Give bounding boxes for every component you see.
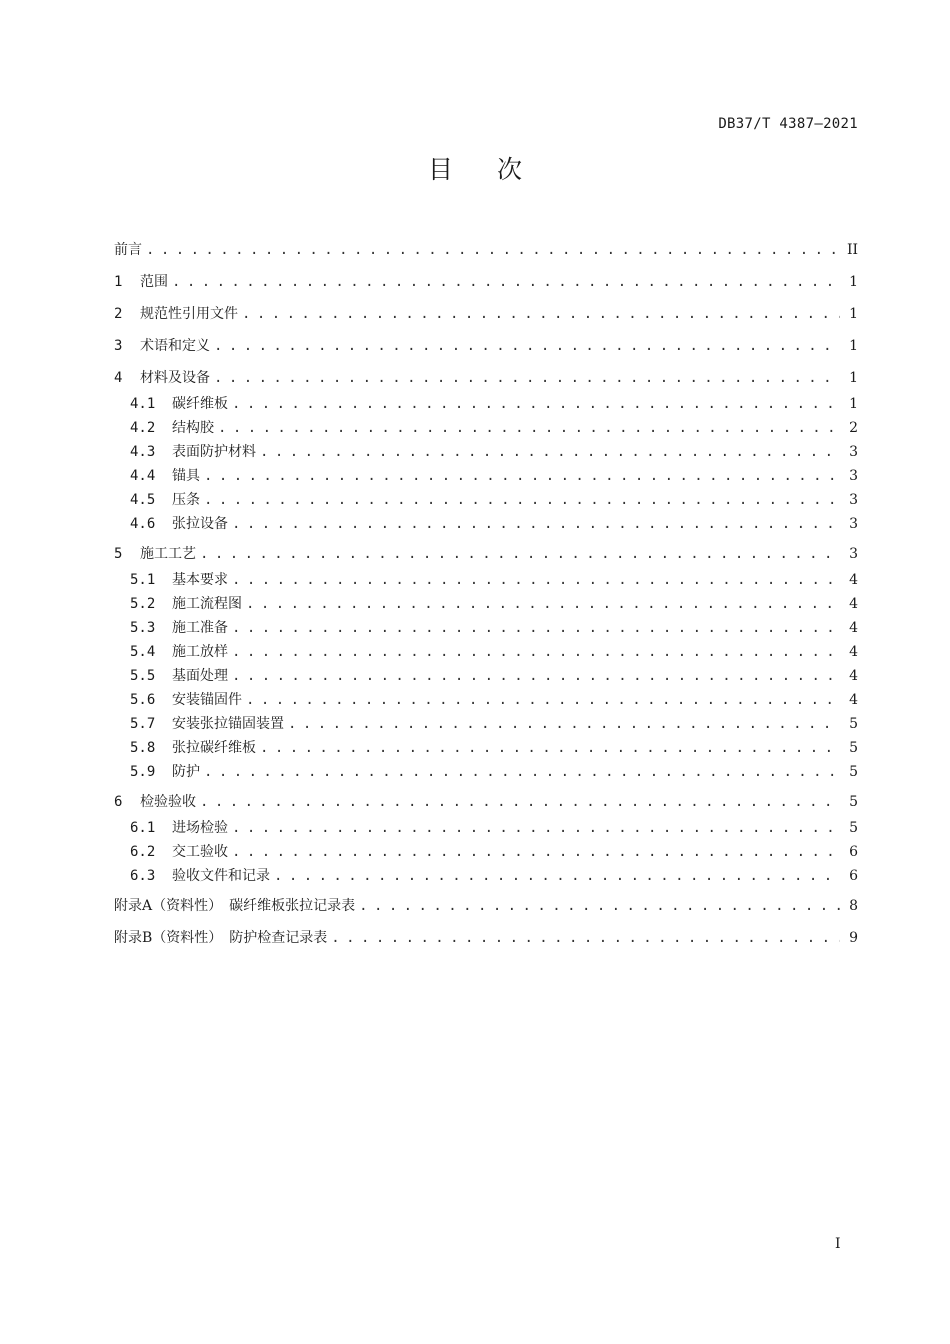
toc-leader xyxy=(214,367,840,389)
toc-page: 3 xyxy=(849,444,858,460)
toc-num: 4.4 xyxy=(130,468,156,484)
toc-leader xyxy=(274,865,840,887)
toc-label: 附录B（资料性） 防护检查记录表 xyxy=(114,930,328,946)
toc-page: 4 xyxy=(849,620,858,636)
toc-leader xyxy=(242,303,840,325)
toc-entry-appendix-a[interactable] xyxy=(114,895,858,917)
toc-leader xyxy=(232,817,840,839)
toc-label: 交工验收 xyxy=(172,844,228,860)
toc-entry-4-3[interactable] xyxy=(114,441,858,463)
toc-num: 4.6 xyxy=(130,516,156,532)
toc-leader xyxy=(260,737,840,759)
toc-entry-4[interactable] xyxy=(114,367,858,389)
toc-leader xyxy=(232,841,840,863)
toc-leader xyxy=(232,665,840,687)
toc-page: 1 xyxy=(849,306,858,322)
toc-leader xyxy=(232,393,840,415)
toc-label: 检验验收 xyxy=(140,794,196,810)
toc-label: 安装锚固件 xyxy=(172,692,242,708)
toc-page: 5 xyxy=(849,820,858,836)
toc-num: 5.8 xyxy=(130,740,156,756)
toc-entry-5-7[interactable] xyxy=(114,713,858,735)
toc-page: 6 xyxy=(849,844,858,860)
toc-leader xyxy=(218,417,840,439)
toc-page: 3 xyxy=(849,546,858,562)
toc-leader xyxy=(331,927,840,949)
toc-entry-6[interactable] xyxy=(114,791,858,813)
toc-page: 4 xyxy=(849,572,858,588)
toc-page: 6 xyxy=(849,868,858,884)
toc-label: 碳纤维板 xyxy=(172,396,228,412)
toc-entry-5-3[interactable] xyxy=(114,617,858,639)
toc-num: 1 xyxy=(114,274,123,290)
toc-leader xyxy=(214,335,840,357)
toc-label: 附录A（资料性） 碳纤维板张拉记录表 xyxy=(114,898,356,914)
toc-num: 6 xyxy=(114,794,123,810)
toc-page: 8 xyxy=(849,898,858,914)
toc-label: 表面防护材料 xyxy=(172,444,256,460)
page-number: I xyxy=(835,1236,841,1252)
toc-leader xyxy=(204,761,840,783)
toc-entry-6-2[interactable] xyxy=(114,841,858,863)
toc-num: 5.5 xyxy=(130,668,156,684)
toc-label: 结构胶 xyxy=(172,420,214,436)
toc-num: 5 xyxy=(114,546,123,562)
toc-label: 基本要求 xyxy=(172,572,228,588)
toc-label: 施工工艺 xyxy=(140,546,196,562)
toc-entry-1[interactable] xyxy=(114,271,858,293)
toc-num: 6.1 xyxy=(130,820,156,836)
toc-label: 张拉设备 xyxy=(172,516,228,532)
toc-label: 材料及设备 xyxy=(140,370,210,386)
toc-page: 4 xyxy=(849,644,858,660)
toc-label: 张拉碳纤维板 xyxy=(172,740,256,756)
toc-entry-5-9[interactable] xyxy=(114,761,858,783)
toc-label: 规范性引用文件 xyxy=(140,306,238,322)
toc-num: 5.7 xyxy=(130,716,156,732)
toc-page: 1 xyxy=(849,338,858,354)
toc-num: 6.2 xyxy=(130,844,156,860)
toc-leader xyxy=(232,569,840,591)
toc-num: 4.3 xyxy=(130,444,156,460)
toc-entry-4-5[interactable] xyxy=(114,489,858,511)
toc-label: 压条 xyxy=(172,492,200,508)
toc-label: 进场检验 xyxy=(172,820,228,836)
toc-page: 1 xyxy=(849,274,858,290)
toc-num: 5.9 xyxy=(130,764,156,780)
toc-leader xyxy=(288,713,840,735)
toc-page: 3 xyxy=(849,492,858,508)
toc-entry-4-4[interactable] xyxy=(114,465,858,487)
toc-num: 4.5 xyxy=(130,492,156,508)
toc-page: 3 xyxy=(849,468,858,484)
toc-num: 5.4 xyxy=(130,644,156,660)
toc-leader xyxy=(359,895,840,917)
toc-entry-4-1[interactable] xyxy=(114,393,858,415)
toc-num: 4.2 xyxy=(130,420,156,436)
toc-leader xyxy=(204,465,840,487)
toc-page: 5 xyxy=(849,716,858,732)
toc-num: 3 xyxy=(114,338,123,354)
toc-num: 5.6 xyxy=(130,692,156,708)
toc-page: 5 xyxy=(849,764,858,780)
toc-entry-5-2[interactable] xyxy=(114,593,858,615)
toc-num: 5.1 xyxy=(130,572,156,588)
toc-page: 4 xyxy=(849,692,858,708)
toc-entry-2[interactable] xyxy=(114,303,858,325)
toc-page: 1 xyxy=(849,396,858,412)
toc-entry-4-2[interactable] xyxy=(114,417,858,439)
toc-page: 5 xyxy=(849,794,858,810)
toc-label: 安装张拉锚固装置 xyxy=(172,716,284,732)
toc-num: 5.2 xyxy=(130,596,156,612)
toc-page: 4 xyxy=(849,668,858,684)
toc-leader xyxy=(232,617,840,639)
toc-num: 2 xyxy=(114,306,123,322)
toc-page: 9 xyxy=(849,930,858,946)
toc-page: II xyxy=(846,242,858,258)
toc-entry-5-6[interactable] xyxy=(114,689,858,711)
toc-label: 范围 xyxy=(140,274,168,290)
toc-label: 基面处理 xyxy=(172,668,228,684)
toc-entry-appendix-b[interactable] xyxy=(114,927,858,949)
toc-entry-4-6[interactable] xyxy=(114,513,858,535)
toc-leader xyxy=(246,593,840,615)
toc-label: 防护 xyxy=(172,764,200,780)
toc-label: 验收文件和记录 xyxy=(172,868,270,884)
toc-label: 锚具 xyxy=(172,468,200,484)
toc-entry-6-3[interactable] xyxy=(114,865,858,887)
toc-num: 4.1 xyxy=(130,396,156,412)
toc-page: 4 xyxy=(849,596,858,612)
toc-label: 施工流程图 xyxy=(172,596,242,612)
toc-leader xyxy=(172,271,840,293)
page-title: 目次 xyxy=(427,155,566,184)
toc-num: 6.3 xyxy=(130,868,156,884)
toc-entry-3[interactable] xyxy=(114,335,858,357)
toc-entry-foreword[interactable] xyxy=(114,239,858,261)
toc-label: 施工准备 xyxy=(172,620,228,636)
toc-num: 5.3 xyxy=(130,620,156,636)
toc-label: 施工放样 xyxy=(172,644,228,660)
toc-page: 2 xyxy=(849,420,858,436)
toc-num: 4 xyxy=(114,370,123,386)
toc-page: 3 xyxy=(849,516,858,532)
toc-entry-5[interactable] xyxy=(114,543,858,565)
toc-entry-5-8[interactable] xyxy=(114,737,858,759)
toc-leader xyxy=(204,489,840,511)
toc-leader xyxy=(200,543,840,565)
toc-leader xyxy=(260,441,840,463)
toc-label: 术语和定义 xyxy=(140,338,210,354)
toc-entry-5-1[interactable] xyxy=(114,569,858,591)
toc-entry-5-5[interactable] xyxy=(114,665,858,687)
toc-leader xyxy=(200,791,840,813)
document-code: DB37/T 4387—2021 xyxy=(718,116,858,132)
toc-label: 前言 xyxy=(114,242,142,258)
toc-leader xyxy=(232,641,840,663)
toc-leader xyxy=(246,689,840,711)
toc-page: 5 xyxy=(849,740,858,756)
toc-page: 1 xyxy=(849,370,858,386)
toc-entry-6-1[interactable] xyxy=(114,817,858,839)
toc-entry-5-4[interactable] xyxy=(114,641,858,663)
toc-leader xyxy=(146,239,840,261)
toc-leader xyxy=(232,513,840,535)
